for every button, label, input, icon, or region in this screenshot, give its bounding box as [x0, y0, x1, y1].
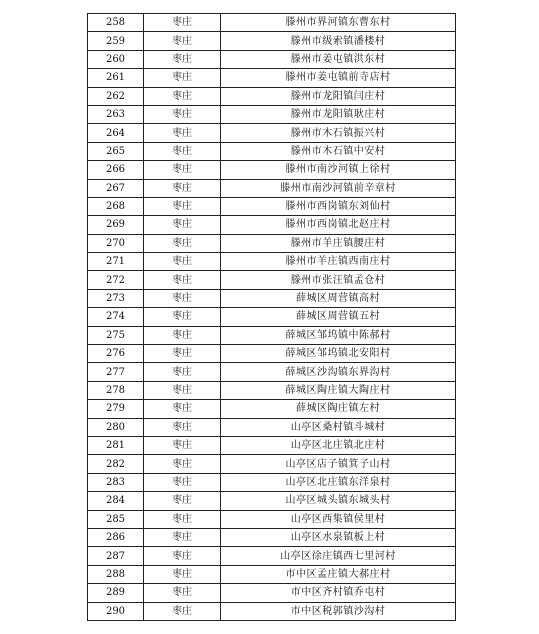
table-row	[88, 455, 456, 473]
village-name-cell: 市中区税郭镇沙沟村	[221, 602, 456, 620]
village-name-cell: 薛城区陶庄镇左村	[221, 400, 456, 418]
table-row	[88, 14, 456, 32]
city-cell: 枣庄	[144, 400, 221, 418]
village-name-cell: 山亭区水泉镇板上村	[221, 528, 456, 546]
village-name-cell: 薛城区周营镇高村	[221, 289, 456, 307]
village-name-cell: 滕州市西岗镇东刘仙村	[221, 197, 456, 215]
table-body	[88, 14, 456, 621]
city-cell: 枣庄	[144, 455, 221, 473]
table-row	[88, 69, 456, 87]
village-name-cell: 山亭区西集镇侯里村	[221, 510, 456, 528]
village-name-cell: 薛城区陶庄镇大陶庄村	[221, 381, 456, 399]
city-cell: 枣庄	[144, 179, 221, 197]
village-name-cell: 滕州市羊庄镇西南庄村	[221, 253, 456, 271]
row-number-cell: 276	[88, 345, 144, 363]
row-number-cell: 279	[88, 400, 144, 418]
table-row	[88, 400, 456, 418]
city-cell: 枣庄	[144, 528, 221, 546]
city-cell: 枣庄	[144, 142, 221, 160]
village-list-table	[87, 13, 456, 621]
row-number-cell: 273	[88, 289, 144, 307]
row-number-cell: 266	[88, 161, 144, 179]
table-row	[88, 289, 456, 307]
village-name-cell: 山亭区桑村镇斗城村	[221, 418, 456, 436]
row-number-cell: 281	[88, 436, 144, 454]
table-row	[88, 345, 456, 363]
table-row	[88, 197, 456, 215]
city-cell: 枣庄	[144, 381, 221, 399]
row-number-cell: 287	[88, 547, 144, 565]
row-number-cell: 278	[88, 381, 144, 399]
village-name-cell: 薛城区邹坞镇中陈郝村	[221, 326, 456, 344]
table-row	[88, 473, 456, 491]
row-number-cell: 290	[88, 602, 144, 620]
table-row	[88, 510, 456, 528]
table-row	[88, 584, 456, 602]
row-number-cell: 285	[88, 510, 144, 528]
table-row	[88, 418, 456, 436]
row-number-cell: 275	[88, 326, 144, 344]
village-name-cell: 滕州市张汪镇孟仓村	[221, 271, 456, 289]
row-number-cell: 263	[88, 105, 144, 123]
city-cell: 枣庄	[144, 69, 221, 87]
city-cell: 枣庄	[144, 271, 221, 289]
village-name-cell: 滕州市龙阳镇耿庄村	[221, 105, 456, 123]
village-name-cell: 薛城区邹坞镇北安阳村	[221, 345, 456, 363]
city-cell: 枣庄	[144, 326, 221, 344]
table-row	[88, 87, 456, 105]
table-row	[88, 32, 456, 50]
city-cell: 枣庄	[144, 32, 221, 50]
table-row	[88, 142, 456, 160]
row-number-cell: 286	[88, 528, 144, 546]
city-cell: 枣庄	[144, 14, 221, 32]
village-name-cell: 滕州市南沙河镇前辛章村	[221, 179, 456, 197]
city-cell: 枣庄	[144, 308, 221, 326]
table-row	[88, 492, 456, 510]
table-row	[88, 253, 456, 271]
village-name-cell: 滕州市级索镇潘楼村	[221, 32, 456, 50]
city-cell: 枣庄	[144, 345, 221, 363]
row-number-cell: 258	[88, 14, 144, 32]
village-name-cell: 滕州市龙阳镇闫庄村	[221, 87, 456, 105]
city-cell: 枣庄	[144, 602, 221, 620]
row-number-cell: 280	[88, 418, 144, 436]
table-row	[88, 271, 456, 289]
city-cell: 枣庄	[144, 363, 221, 381]
row-number-cell: 267	[88, 179, 144, 197]
row-number-cell: 264	[88, 124, 144, 142]
table-row	[88, 234, 456, 252]
village-name-cell: 市中区孟庄镇大郝庄村	[221, 565, 456, 583]
table-row	[88, 602, 456, 620]
city-cell: 枣庄	[144, 161, 221, 179]
village-name-cell: 滕州市羊庄镇腰庄村	[221, 234, 456, 252]
table-row	[88, 308, 456, 326]
city-cell: 枣庄	[144, 234, 221, 252]
row-number-cell: 265	[88, 142, 144, 160]
city-cell: 枣庄	[144, 105, 221, 123]
table-row	[88, 50, 456, 68]
village-name-cell: 滕州市界河镇东曹东村	[221, 14, 456, 32]
city-cell: 枣庄	[144, 87, 221, 105]
table-row	[88, 547, 456, 565]
row-number-cell: 284	[88, 492, 144, 510]
row-number-cell: 271	[88, 253, 144, 271]
city-cell: 枣庄	[144, 473, 221, 491]
village-name-cell: 市中区齐村镇乔屯村	[221, 584, 456, 602]
row-number-cell: 274	[88, 308, 144, 326]
village-name-cell: 薛城区沙沟镇东界沟村	[221, 363, 456, 381]
city-cell: 枣庄	[144, 289, 221, 307]
table-row	[88, 216, 456, 234]
row-number-cell: 259	[88, 32, 144, 50]
city-cell: 枣庄	[144, 216, 221, 234]
table-row	[88, 528, 456, 546]
village-name-cell: 滕州市南沙河镇上徐村	[221, 161, 456, 179]
village-name-cell: 山亭区店子镇箕子山村	[221, 455, 456, 473]
city-cell: 枣庄	[144, 565, 221, 583]
city-cell: 枣庄	[144, 418, 221, 436]
village-name-cell: 滕州市西岗镇北赵庄村	[221, 216, 456, 234]
row-number-cell: 289	[88, 584, 144, 602]
city-cell: 枣庄	[144, 436, 221, 454]
city-cell: 枣庄	[144, 197, 221, 215]
row-number-cell: 262	[88, 87, 144, 105]
city-cell: 枣庄	[144, 253, 221, 271]
village-name-cell: 山亭区北庄镇北庄村	[221, 436, 456, 454]
city-cell: 枣庄	[144, 510, 221, 528]
table-row	[88, 436, 456, 454]
village-name-cell: 山亭区徐庄镇西七里河村	[221, 547, 456, 565]
village-name-cell: 滕州市姜屯镇前寺店村	[221, 69, 456, 87]
row-number-cell: 269	[88, 216, 144, 234]
row-number-cell: 282	[88, 455, 144, 473]
village-name-cell: 滕州市木石镇中安村	[221, 142, 456, 160]
village-name-cell: 山亭区城头镇东城头村	[221, 492, 456, 510]
city-cell: 枣庄	[144, 547, 221, 565]
table-row	[88, 381, 456, 399]
row-number-cell: 288	[88, 565, 144, 583]
city-cell: 枣庄	[144, 124, 221, 142]
village-name-cell: 薛城区周营镇五村	[221, 308, 456, 326]
city-cell: 枣庄	[144, 492, 221, 510]
village-name-cell: 滕州市木石镇振兴村	[221, 124, 456, 142]
village-name-cell: 滕州市姜屯镇洪东村	[221, 50, 456, 68]
table-row	[88, 124, 456, 142]
row-number-cell: 277	[88, 363, 144, 381]
row-number-cell: 272	[88, 271, 144, 289]
table-row	[88, 363, 456, 381]
row-number-cell: 260	[88, 50, 144, 68]
row-number-cell: 261	[88, 69, 144, 87]
row-number-cell: 268	[88, 197, 144, 215]
city-cell: 枣庄	[144, 584, 221, 602]
table-row	[88, 565, 456, 583]
row-number-cell: 270	[88, 234, 144, 252]
row-number-cell: 283	[88, 473, 144, 491]
city-cell: 枣庄	[144, 50, 221, 68]
table-row	[88, 161, 456, 179]
table-row	[88, 179, 456, 197]
village-name-cell: 山亭区北庄镇东洋泉村	[221, 473, 456, 491]
table-row	[88, 105, 456, 123]
table-row	[88, 326, 456, 344]
